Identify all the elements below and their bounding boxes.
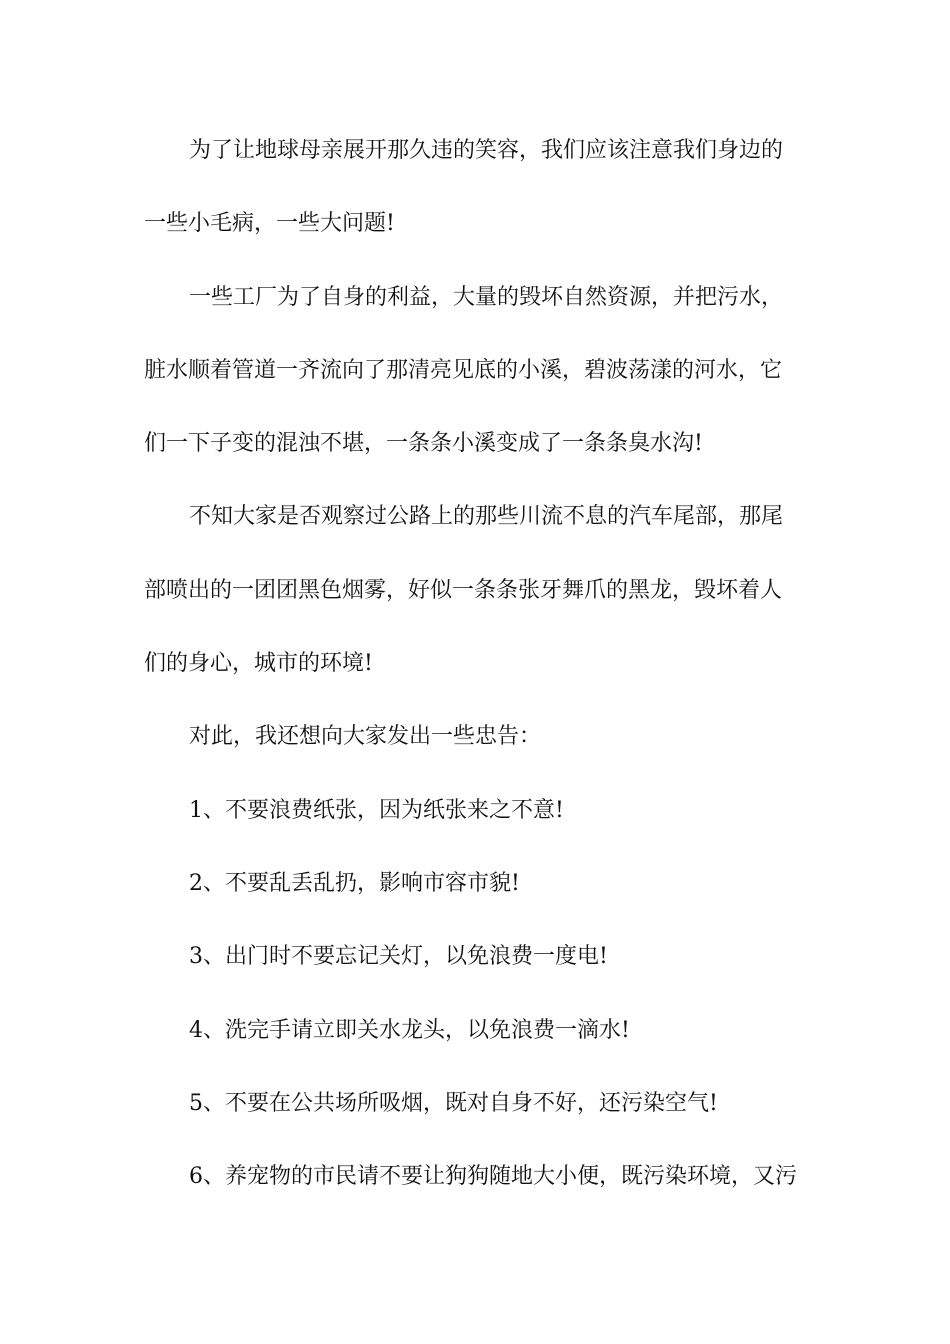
list-item: 1、不要浪费纸张，因为纸张来之不意! [189, 797, 564, 823]
text-line: 们一下子变的混浊不堪，一条条小溪变成了一条条臭水沟! [144, 431, 703, 457]
text-line: 脏水顺着管道一齐流向了那清亮见底的小溪，碧波荡漾的河水，它 [144, 357, 783, 383]
list-item: 2、不要乱丢乱扔，影响市容市貌! [189, 870, 520, 896]
list-item: 5、不要在公共场所吸烟，既对自身不好，还污染空气! [189, 1090, 718, 1116]
list-item: 3、出门时不要忘记关灯，以免浪费一度电! [189, 944, 608, 970]
text-line: 部喷出的一团团黑色烟雾，好似一条条张牙舞爪的黑龙，毁坏着人 [144, 577, 783, 603]
text-line: 不知大家是否观察过公路上的那些川流不息的汽车尾部，那尾 [189, 504, 784, 530]
list-item: 6、养宠物的市民请不要让狗狗随地大小便，既污染环境，又污 [189, 1164, 797, 1190]
text-line: 为了让地球母亲展开那久违的笑容，我们应该注意我们身边的 [189, 138, 784, 163]
text-line: 对此，我还想向大家发出一些忠告： [189, 724, 542, 750]
document-body [144, 128, 808, 1227]
list-item: 4、洗完手请立即关水龙头，以免浪费一滴水! [189, 1017, 630, 1043]
text-line: 们的身心，城市的环境! [144, 651, 373, 677]
text-line: 一些工厂为了自身的利益，大量的毁坏自然资源，并把污水， [189, 284, 784, 310]
text-line: 一些小毛病，一些大问题! [144, 211, 395, 237]
